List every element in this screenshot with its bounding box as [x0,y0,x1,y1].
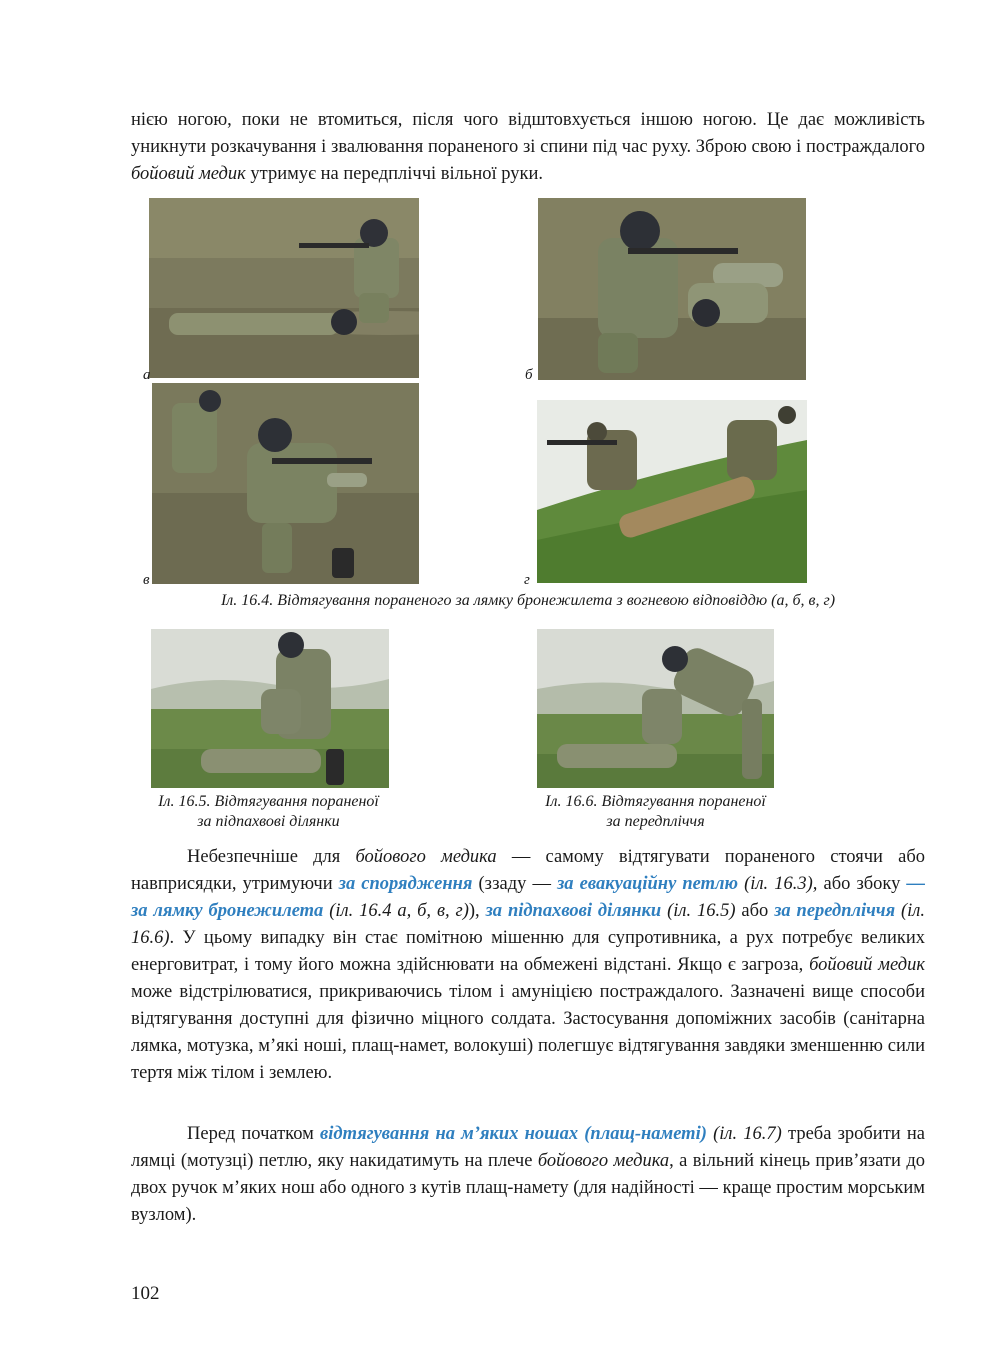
caption-line: за передпліччя [606,813,705,830]
highlight-forearm: за передпліччя [774,901,896,921]
figure-reference: (іл. 16.6) [131,901,925,948]
figure-reference: (іл. 16.3), [738,874,818,894]
figure-label-b: б [525,367,533,383]
photo-16-6 [537,629,774,788]
figure-label-a: а [143,367,151,383]
text-run: (ззаду — [472,874,558,894]
photo-16-4-a [149,198,419,378]
photo-16-4-b [538,198,806,380]
text-run: . У цьому випадку він стає помітною мішенню для супротивника, а рух потребує великих енерговитрат, і тому його можна здійснювати на обмежені відстані. Якщо є загроза, [131,928,925,975]
photo-16-4-v [152,383,419,584]
paragraph-text: нією ногою, поки не втомиться, після чого відштовхується іншою ногою. Це дає можливість уникнути розкачування і звалювання пораненого зі спини під час руху. Зброю свою і постраждалого [131,110,925,157]
figure-reference: (іл. 16.4 а, б, в, г) [323,901,469,921]
highlight-armpits: за підпахвові ділянки [485,901,662,921]
emphasis-combat-medic: бойового медика [537,1151,670,1171]
figure-caption-16-4: Іл. 16.4. Відтягування пораненого за лямку бронежилета з вогневою відповіддю (а, б, в, г) [220,592,836,609]
figure-reference: (іл. 16.7) [706,1124,782,1144]
photo-16-4-g [537,400,807,583]
paragraph-soft-stretcher [131,1121,925,1229]
text-run: або збоку [817,874,907,894]
figure-label-v: в [143,572,150,588]
highlight-soft-stretcher: відтягування на м’яких ношах (плащ-наметі) [320,1124,707,1144]
text-run: треба зробити на лямці (мотузці) петлю, яку накидатимуть на плече [131,1124,926,1171]
text-run: — самому відтягувати пораненого стоячи або навприсядки, утримуючи [131,847,925,894]
figure-label-g: г [524,572,530,588]
text-run: Перед початком [187,1124,321,1144]
caption-line: Іл. 16.6. Відтягування пораненої [545,793,766,810]
emphasis-combat-medic: бойовий медик [131,164,246,184]
text-run: Небезпечніше для [187,847,356,867]
paragraph-text: утримує на передпліччі вільної руки. [245,164,544,184]
highlight-evacuation-loop: за евакуаційну петлю [557,874,739,894]
text-run: може відстрілюватися, прикриваючись тілом і амуніцією постраждалого. Зазначені вище способи відтягування доступні для фізично міцного солдата. Застосування допоміжних засобів (санітарна лямка, мотузка, м’які ноші, плащ-намет, волокуші) полегшує відтягування завдяки зменшенню сили тертя між тілом і землею. [131,982,925,1083]
emphasis-combat-medic: бойового медика [355,847,497,867]
highlight-vest-strap: — за лямку бронежилета [131,874,925,921]
page-number: 102 [131,1283,160,1304]
caption-line: за підпахвові ділянки [197,813,340,830]
text-run: , а вільний кінець прив’язати до двох ручок м’яких нош або одного з кутів плащ-намету (для надійності — краще простим морським вузлом). [131,1151,925,1225]
emphasis-combat-medic: бойовий медик [809,955,925,975]
photo-16-5 [151,629,389,788]
highlight-by-equipment: за спорядження [338,874,473,894]
paragraph-dragging-methods [131,844,925,1087]
text-run: ), [468,901,486,921]
figure-reference: (іл. 16.5) [661,901,736,921]
caption-line: Іл. 16.5. Відтягування пораненої [158,793,379,810]
text-run: або [735,901,775,921]
paragraph-intro [131,107,925,188]
